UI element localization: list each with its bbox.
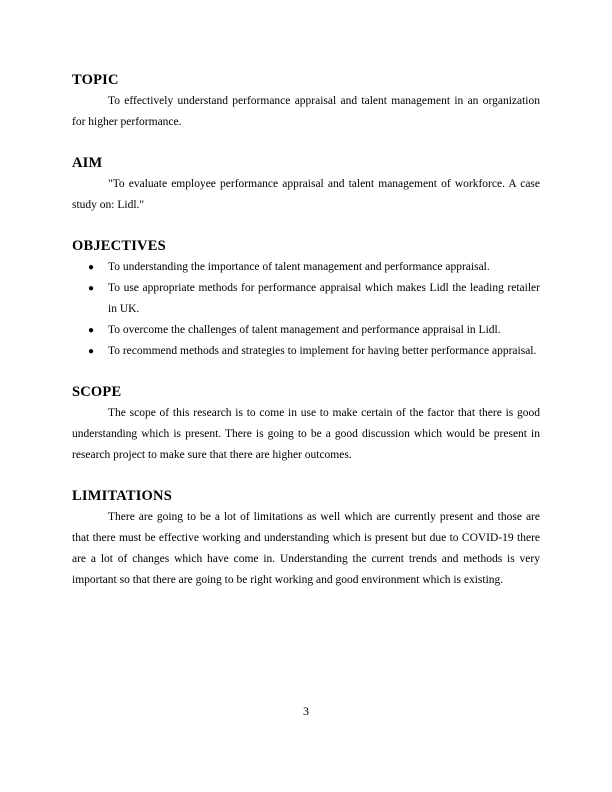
bullet-icon: ● — [88, 346, 95, 357]
aim-heading: AIM — [72, 155, 103, 171]
objective-text: To recommend methods and strategies to implement for having better performance appraisal. — [108, 345, 537, 357]
limitations-section — [72, 488, 540, 591]
section-gap — [72, 216, 540, 238]
bullet-icon: ● — [88, 283, 95, 294]
objective-item — [72, 278, 540, 320]
objectives-heading: OBJECTIVES — [72, 238, 166, 254]
document-page — [72, 72, 540, 591]
objective-text: To understanding the importance of talent management and performance appraisal. — [108, 261, 490, 273]
topic-text: To effectively understand performance appraisal and talent management in an organization for higher performance. — [72, 95, 540, 128]
scope-section — [72, 384, 540, 466]
objective-text: To use appropriate methods for performance appraisal which makes Lidl the leading retailer in UK. — [108, 282, 540, 315]
section-gap — [72, 133, 540, 155]
limitations-text: There are going to be a lot of limitations as well which are currently present and those are that there must be effective working and understanding which is present but due to COVID-19 there are a lot of changes which have come in. Understanding the current trends and methods is very important so that there are going to be right working and good environment which is existing. — [72, 511, 540, 586]
objective-item — [72, 341, 540, 362]
section-gap — [72, 362, 540, 384]
section-gap — [72, 466, 540, 488]
page-number: 3 — [303, 704, 309, 718]
topic-heading: TOPIC — [72, 72, 119, 88]
limitations-heading: LIMITATIONS — [72, 488, 172, 504]
objective-item — [72, 320, 540, 341]
objective-item — [72, 257, 540, 278]
scope-text: The scope of this research is to come in use to make certain of the factor that there is good understanding which is present. There is going to be a good discussion which would be present in research project to make sure that there are higher outcomes. — [72, 407, 540, 461]
objectives-section — [72, 238, 540, 362]
aim-text: "To evaluate employee performance appraisal and talent management of workforce. A case study on: Lidl." — [72, 178, 540, 211]
bullet-icon: ● — [88, 262, 95, 273]
objective-text: To overcome the challenges of talent management and performance appraisal in Lidl. — [108, 324, 501, 336]
scope-heading: SCOPE — [72, 384, 122, 400]
aim-section — [72, 155, 540, 216]
objectives-list — [72, 257, 540, 362]
topic-section — [72, 72, 540, 133]
bullet-icon: ● — [88, 325, 95, 336]
